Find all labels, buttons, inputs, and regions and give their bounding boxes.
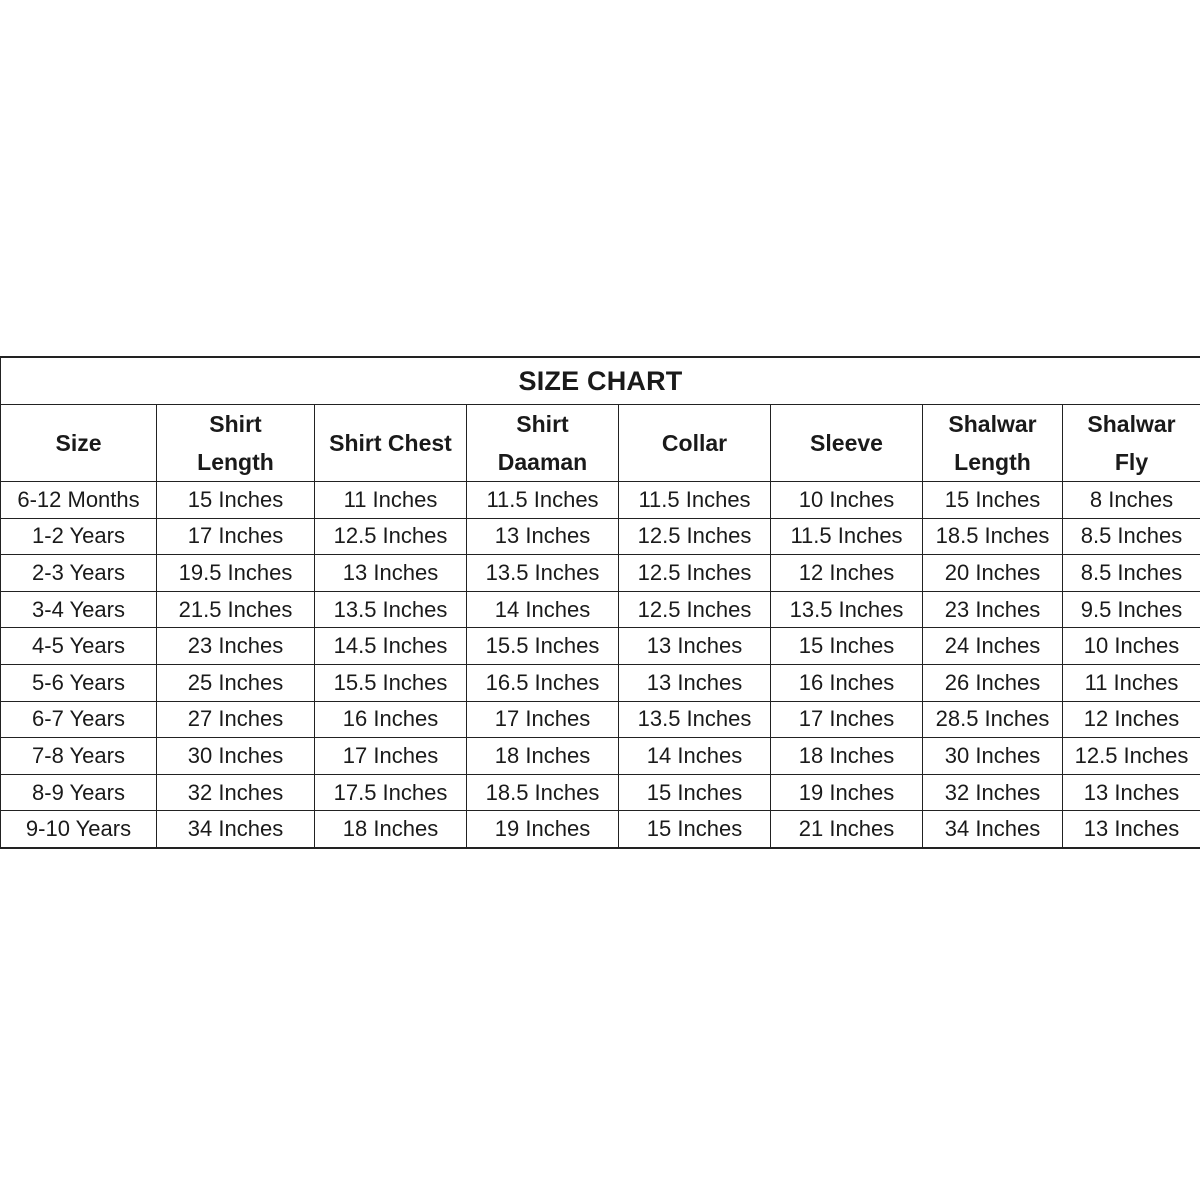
measurement-cell: 17 Inches xyxy=(315,738,467,775)
measurement-cell: 11.5 Inches xyxy=(619,482,771,519)
measurement-cell: 30 Inches xyxy=(157,738,315,775)
measurement-cell: 24 Inches xyxy=(923,628,1063,665)
measurement-cell: 14 Inches xyxy=(619,738,771,775)
measurement-cell: 28.5 Inches xyxy=(923,701,1063,738)
measurement-cell: 13 Inches xyxy=(619,628,771,665)
column-header-line: Daaman xyxy=(497,449,588,475)
measurement-cell: 19 Inches xyxy=(771,774,923,811)
table-row xyxy=(1,555,1200,592)
measurement-cell: 15.5 Inches xyxy=(467,628,619,665)
size-label-cell: 9-10 Years xyxy=(1,811,157,848)
size-label-cell: 6-12 Months xyxy=(1,482,157,519)
table-row xyxy=(1,774,1200,811)
measurement-cell: 11 Inches xyxy=(1063,664,1200,701)
measurement-cell: 18 Inches xyxy=(771,738,923,775)
table-row xyxy=(1,664,1200,701)
measurement-cell: 10 Inches xyxy=(771,482,923,519)
measurement-cell: 18 Inches xyxy=(467,738,619,775)
measurement-cell: 15 Inches xyxy=(157,482,315,519)
measurement-cell: 17.5 Inches xyxy=(315,774,467,811)
measurement-cell: 34 Inches xyxy=(157,811,315,848)
measurement-cell: 16.5 Inches xyxy=(467,664,619,701)
measurement-cell: 8.5 Inches xyxy=(1063,518,1200,555)
size-chart-table xyxy=(0,356,1200,849)
measurement-cell: 32 Inches xyxy=(157,774,315,811)
measurement-cell: 34 Inches xyxy=(923,811,1063,848)
measurement-cell: 30 Inches xyxy=(923,738,1063,775)
measurement-cell: 23 Inches xyxy=(157,628,315,665)
measurement-cell: 20 Inches xyxy=(923,555,1063,592)
size-label-cell: 8-9 Years xyxy=(1,774,157,811)
column-header xyxy=(1063,405,1200,482)
measurement-cell: 32 Inches xyxy=(923,774,1063,811)
measurement-cell: 13 Inches xyxy=(1063,774,1200,811)
column-header xyxy=(315,405,467,482)
size-label-cell: 2-3 Years xyxy=(1,555,157,592)
measurement-cell: 15 Inches xyxy=(619,811,771,848)
title-row xyxy=(1,357,1200,405)
measurement-cell: 12.5 Inches xyxy=(315,518,467,555)
measurement-cell: 16 Inches xyxy=(771,664,923,701)
size-label-cell: 5-6 Years xyxy=(1,664,157,701)
measurement-cell: 8.5 Inches xyxy=(1063,555,1200,592)
measurement-cell: 17 Inches xyxy=(157,518,315,555)
column-header-line: Length xyxy=(197,449,274,475)
column-header-line: Shirt Chest xyxy=(329,430,452,456)
measurement-cell: 18.5 Inches xyxy=(467,774,619,811)
measurement-cell: 8 Inches xyxy=(1063,482,1200,519)
measurement-cell: 13.5 Inches xyxy=(315,591,467,628)
measurement-cell: 19 Inches xyxy=(467,811,619,848)
measurement-cell: 26 Inches xyxy=(923,664,1063,701)
column-header-line: Collar xyxy=(661,430,728,456)
size-label-cell: 3-4 Years xyxy=(1,591,157,628)
table-row xyxy=(1,482,1200,519)
measurement-cell: 11 Inches xyxy=(315,482,467,519)
size-label-cell: 1-2 Years xyxy=(1,518,157,555)
measurement-cell: 9.5 Inches xyxy=(1063,591,1200,628)
measurement-cell: 15 Inches xyxy=(619,774,771,811)
table-row xyxy=(1,628,1200,665)
size-chart xyxy=(0,356,1200,849)
measurement-cell: 18 Inches xyxy=(315,811,467,848)
measurement-cell: 10 Inches xyxy=(1063,628,1200,665)
column-header-line: Length xyxy=(954,449,1031,475)
measurement-cell: 13 Inches xyxy=(467,518,619,555)
size-label-cell: 4-5 Years xyxy=(1,628,157,665)
chart-title: SIZE CHART xyxy=(1,357,1200,405)
measurement-cell: 12.5 Inches xyxy=(619,555,771,592)
measurement-cell: 14.5 Inches xyxy=(315,628,467,665)
column-header-line: Shirt xyxy=(516,411,569,437)
measurement-cell: 16 Inches xyxy=(315,701,467,738)
column-header-line: Shalwar xyxy=(948,411,1037,437)
column-header-line: Size xyxy=(55,430,102,456)
table-body xyxy=(1,482,1200,848)
measurement-cell: 13.5 Inches xyxy=(467,555,619,592)
table-row xyxy=(1,518,1200,555)
measurement-cell: 17 Inches xyxy=(467,701,619,738)
measurement-cell: 21 Inches xyxy=(771,811,923,848)
measurement-cell: 21.5 Inches xyxy=(157,591,315,628)
column-header xyxy=(467,405,619,482)
measurement-cell: 14 Inches xyxy=(467,591,619,628)
size-label-cell: 6-7 Years xyxy=(1,701,157,738)
header-row xyxy=(1,405,1200,482)
measurement-cell: 11.5 Inches xyxy=(467,482,619,519)
measurement-cell: 15 Inches xyxy=(771,628,923,665)
column-header xyxy=(157,405,315,482)
measurement-cell: 13 Inches xyxy=(315,555,467,592)
column-header-line: Sleeve xyxy=(810,430,883,456)
measurement-cell: 15.5 Inches xyxy=(315,664,467,701)
column-header xyxy=(923,405,1063,482)
measurement-cell: 27 Inches xyxy=(157,701,315,738)
measurement-cell: 23 Inches xyxy=(923,591,1063,628)
measurement-cell: 25 Inches xyxy=(157,664,315,701)
column-header-line: Shalwar xyxy=(1087,411,1176,437)
measurement-cell: 12 Inches xyxy=(1063,701,1200,738)
measurement-cell: 17 Inches xyxy=(771,701,923,738)
measurement-cell: 12.5 Inches xyxy=(619,518,771,555)
column-header xyxy=(1,405,157,482)
table-row xyxy=(1,811,1200,848)
measurement-cell: 11.5 Inches xyxy=(771,518,923,555)
table-row xyxy=(1,591,1200,628)
measurement-cell: 13 Inches xyxy=(619,664,771,701)
measurement-cell: 18.5 Inches xyxy=(923,518,1063,555)
measurement-cell: 13.5 Inches xyxy=(771,591,923,628)
measurement-cell: 12.5 Inches xyxy=(619,591,771,628)
table-row xyxy=(1,738,1200,775)
column-header xyxy=(619,405,771,482)
column-header-line: Fly xyxy=(1114,449,1149,475)
measurement-cell: 13 Inches xyxy=(1063,811,1200,848)
measurement-cell: 12 Inches xyxy=(771,555,923,592)
table-row xyxy=(1,701,1200,738)
measurement-cell: 13.5 Inches xyxy=(619,701,771,738)
size-label-cell: 7-8 Years xyxy=(1,738,157,775)
measurement-cell: 15 Inches xyxy=(923,482,1063,519)
column-header xyxy=(771,405,923,482)
column-header-line: Shirt xyxy=(209,411,262,437)
measurement-cell: 12.5 Inches xyxy=(1063,738,1200,775)
measurement-cell: 19.5 Inches xyxy=(157,555,315,592)
